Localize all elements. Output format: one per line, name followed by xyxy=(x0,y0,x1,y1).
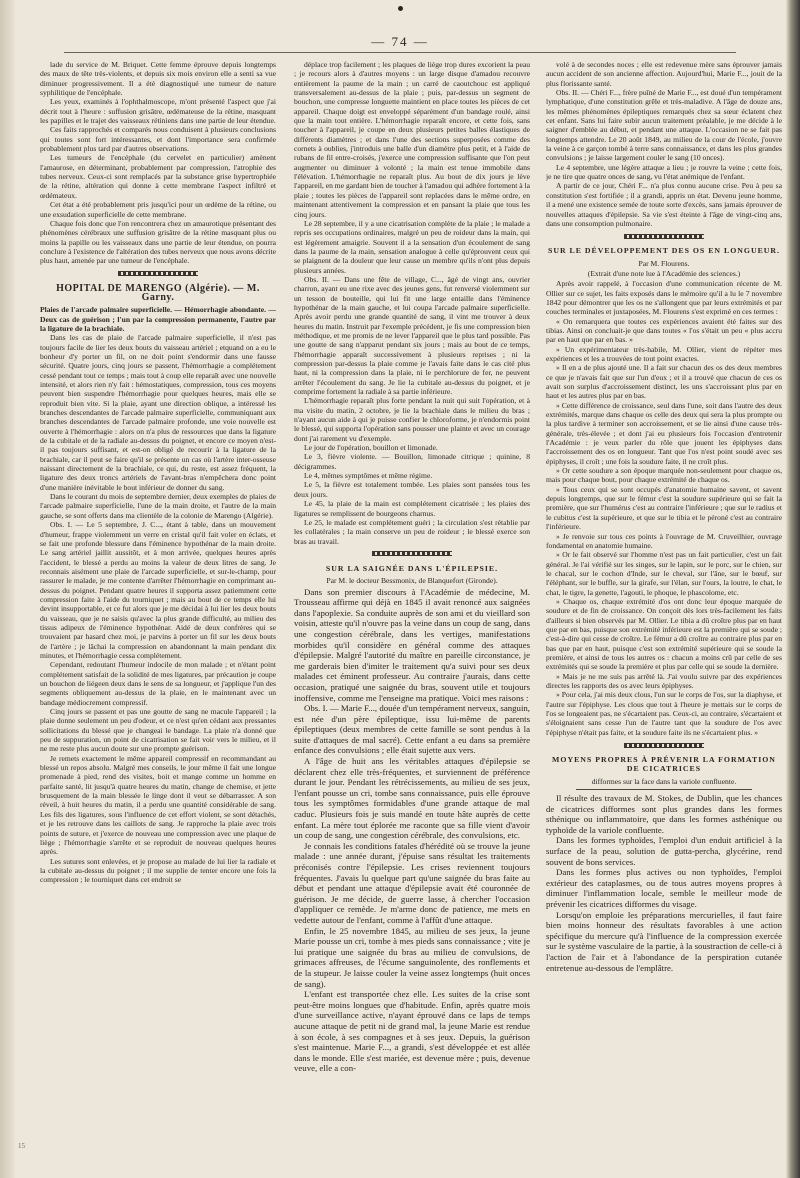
paragraph: Dans les cas de plaie de l'arcade palmaire superficielle, il n'est pas toujours facile de lier les deux bouts du vaisseau artériel ; etquand on a eu le bonheur d'y porter un fil, on ne doit point s'endormir dans une fausse sécurité. Quatre jours, cinq jours se passent, l'hémorrhagie a complétement cessé pendant tout ce temps ; mais tout à coup elle reparaît avec une nouvelle intensité, et alors rien n'y fait : hémostatiques, compression, tous ces moyens peuvent bien suspendre l'hémorrhagie pour quelques heures, mais elle se reproduit bien vite. Si la plaie, ayant une direction oblique, a intéressé les branches descendantes de l'arcade palmaire superficielle, communiquant aux branches descendantes de l'arcade palmaire profonde, une voie nouvelle est ouverte à l'hémorrhagie : alors on n'a plus de ressources que dans la ligature de la cubitale et de la radiale au-dessus du poignet, et encore ce moyen n'est-il pas toujours suffisant, et est-on obligé de recourir à la ligature de la brachiale, car il peut se faire qu'il se présente un cas où l'artère inter-osseuse naissant directement de la brachiale, ce qui, du reste, est assez fréquent, la ligature des deux troncs artériels de l'avant-bras n'empêchera donc point d'une manière inévitable le bout inférieur de donner du sang. xyxy=(40,333,276,492)
paragraph: Le 3, fièvre violente. — Bouillon, limonade citrique ; quinine, 8 décigrammes. xyxy=(294,452,530,471)
paragraph: Cet état a été probablement pris jusqu'ici pour un œdème de la rétine, ou une exsudation superficielle de cette membrane. xyxy=(40,200,276,219)
paragraph: Le 4 septembre, une légère attaque a lieu ; je rouvre la veine ; cette fois, je ne tire que quatre onces de sang, vu l'état anémique de l'enfant. xyxy=(546,162,782,182)
thin-rule xyxy=(576,789,752,790)
paragraph: Ces faits rapprochés et comparés nous conduisent à plusieurs conclusions qui toutes sont fort intéressantes, et dont l'importance sera confirmée probablement plus tard par d'autres observations. xyxy=(40,125,276,154)
column-3 xyxy=(546,60,782,1170)
paragraph: » Pour cela, j'ai mis deux clous, l'un sur le corps de l'os, sur la diaphyse, et l'autre sur l'épiphyse. Les clous que tout à l'heure je mettais sur le corps de l'os se longeaient pas, ne s'écartaient pas. Ceux-ci, au contraire, s'écartaient et s'éloignaient sans cesse l'un de l'autre tant que la soudure de l'os avec l'épiphyse n'était pas faite, et la soudure faite ils ne s'écartaient plus. » xyxy=(546,690,782,737)
page-edge-left xyxy=(0,0,14,1178)
margin-mark: 15 xyxy=(18,1142,25,1150)
ornament-divider xyxy=(546,741,782,749)
paragraph: » Mais je ne me suis pas arrêté là. J'ai voulu suivre par des expériences directes les rapports des os avec leurs épiphyses. xyxy=(546,671,782,690)
paragraph: lade du service de M. Briquet. Cette femme éprouve depuis longtemps des maux de tête très-violents, et depuis six mois environ elle a senti sa vue diminuer progressivement. Il a été diagnostiqué une tumeur de nature syphilitique de l'encéphale. xyxy=(40,60,276,98)
paragraph: L'hémorrhagie reparaît plus forte pendant la nuit qui suit l'opération, et à ma visite du matin, 2 octobre, je lie la brachiale dans le milieu du bras ; n'ayant aucun aide à qui je puisse confier le chloroforme, je n'endormis point le blessé, qui supporta l'opération sans pousser une plainte et avec un courage dont j'ai rarement vu d'exemple. xyxy=(294,396,530,443)
hospital-lead: Plaies de l'arcade palmaire superficielle. — Hémorrhagie abondante. — Deux cas de guérison ; l'un par la compression permanente, l'autre par la ligature de la brachiale. xyxy=(40,305,276,333)
cicatrices-title: MOYENS PROPRES À PRÉVENIR LA FORMATION DE CICATRICES xyxy=(552,755,776,774)
paragraph: Les sutures sont enlevées, et je propose au malade de lui lier la radiale et la cubitale au-dessus du poignet ; il me supplie de tenter encore une fois la compression ; le tourniquet dans cet endroit se xyxy=(40,856,276,885)
paragraph: A l'âge de huit ans les véritables attaques d'épilepsie se déclarent chez elle très-fréquentes, et surviennent de préférence durant le jour. Pendant les rétrécissements, au milieu de ses jeux, l'enfant pousse un cri, tombe sans connaissance, puis elle éprouve tous les symptômes formidables d'une grande attaque de mal caduc. Plusieurs fois je suis mandé en toute hâte auprès de cette enfant. La mère tout éplorée me raconte que sa fille vient d'avoir un coup de sang, une congestion cérébrale, des convulsions, etc. xyxy=(294,756,530,841)
ornament-divider xyxy=(546,232,782,240)
header-rule xyxy=(64,52,736,53)
paragraph: » Cette différence de croissance, seul dans l'une, soit dans l'autre des deux extrémités, marque dans chaque os celle des deux qui sera la plus prompte ou la plus tardive à terminer son accroissement, et se lie ainsi d'une cause très-générale, très-élevée ; et dont j'ai eu plusieurs fois l'occasion d'entretenir l'Académie : je veux parler du rôle que jouent les épiphyses dans l'accroissement des os en longueur. Tant que l'os n'est point soudé avec ses épiphyses, il croît ; une fois la soudure faite, il ne croît plus. xyxy=(546,400,782,466)
ornament-divider xyxy=(294,550,530,558)
ink-dot xyxy=(398,6,403,11)
paragraph: Les tumeurs de l'encéphale (du cervelet en particulier) amènent l'amaurose, en déterminant, probablement par compression, l'atrophie des tubes nerveux. Ceux-ci sont remplacés par la substance grise hypertrophiée de la rétine, altération qui donne à cette membrane l'aspect infiltré et œdémateux. xyxy=(40,153,276,200)
hospital-title: HOPITAL DE MARENGO (Algérie). — M. Garny. xyxy=(56,282,260,303)
paragraph: Cinq jours se passent et pas une goutte de sang ne macule l'appareil ; la plaie donne seulement un peu d'odeur, et ce n'est qu'en cédant aux pressantes sollicitations du blessé que je changeai le bandage. La plaie n'a donné que peu de suppuration, un point de cicatrisation se fait voir vers le milieu, et il ne me reste plus aucun doute sur une prompte guérison. xyxy=(40,707,276,754)
saignee-title: SUR LA SAIGNÉE DANS L'ÉPILEPSIE. xyxy=(325,563,499,573)
paragraph: Cependant, redoutant l'humeur indocile de mon malade ; et n'étant point complétement satisfait de la solidité de mes ligatures, par précaution je coupe un bouchon de liégeen deux dans le sens de sa longueur, et j'applique l'un des segments obliquement au-dessus de la plaie, en le maintenant avec un bandage médiocrement compressif. xyxy=(40,660,276,707)
paragraph: Le 4, mêmes symptômes et même régime. xyxy=(304,471,433,481)
paragraph: Chaque fois donc que l'on rencontrera chez un amaurotique présentant des phénomènes cérébraux une suffusion grisâtre de la rétine masquant plus ou moins la papille ou les vaisseaux dans une partie de leur étendue, on pourra conclure à l'existence de l'altération des tubes nerveux que nous avons décrite plus haut, amenée par une tumeur de l'encéphale. xyxy=(40,218,276,266)
cicatrices-subtitle: difformes sur la face dans la variole confluente. xyxy=(591,776,737,786)
paragraph: » Or cette soudure a son époque marquée non-seulement pour chaque os, mais pour chaque bout, pour chaque extrémité de chaque os. xyxy=(546,466,782,485)
paragraph: Obs. II. — Chéri F..., frère puîné de Marie F..., est doué d'un tempérament lymphatique, d'une constitution grêle et très-maladive. A l'âge de douze ans, les mêmes phénomènes épileptiques remarqués chez sa sœur éclatent chez cet enfant. Sans lui faire subir aucun traitement préalable, je me décide à le saigner d'emblée au début, et pendant une attaque. L'occasion ne se fait pas longtemps attendre. Le 20 août 1849, au milieu de la cour de l'école, j'ouvre la veine à ce garçon tombé à terre sans connaissance, et dans les plus grandes convulsions ; je laisse largement couler le sang (10 onces). xyxy=(546,88,782,163)
paragraph: Obs. I. — Marie F..., douée d'un tempérament nerveux, sanguin, est née d'un père épileptique, issu lui-même de parents épileptiques (deux membres de cette famille se sont pendus à la suite d'attaques de mal sacré). Cette enfant a eu dans sa première enfance des convulsions ; elle était sujette aux vers. xyxy=(294,703,530,756)
column-2 xyxy=(294,60,530,1170)
development-author: Par M. Flourens. xyxy=(638,258,690,268)
paragraph: Obs. I. — Le 5 septembre, J. C..., étant à table, dans un mouvement d'humeur, frappe violemment un verre en cristal qu'il fait voler en éclats, et se fait une profonde blessure dans l'éminence hypothénar de la main droite. Le sang artériel jaillit aussitôt, et à mon arrivée, quelques heures après l'accident, le blessé a perdu au moins la valeur de deux litres de sang. Je reconnais aisément une plaie de l'arcade superficielle, et sur-le-champ, pour rassurer le malade, je me contente d'arrêter l'hémorrhagie en comprimant au-dessus du poignet. Pendant quatre heures il supporta assez patiemment cette compression faite à l'aide du tourniquet ; mais au bout de ce temps elle lui devint insupportable, et ce fut alors que je me décidai à lui lier les deux bouts du vaisseau, que je ne saisis qu'avec la plus grande difficulté, au milieu des tissus adipeux de l'éminence hypothénar. Aidé de deux confrères qui se trouvaient par hasard chez moi, je parvins à porter un fil sur les deux bouts de l'artère ; je lâchai la compression en abandonnant la main pendant dix minutes, et l'hémorrhagie cessa complétement. xyxy=(40,520,276,660)
paragraph: L'enfant est transportée chez elle. Les suites de la crise sont peut-être moins longues que d'habitude. Enfin, après quatre mois d'une surveillance active, n'ayant éprouvé dans ce laps de temps aucune attaque de petit ni de grand mal, la jeune Marie est rendue à son école, à ses compagnes et à ses jeux. Depuis, la guérison s'est maintenue. Marie F..., a grandi, s'est développée et est allée dans le monde. Elle s'est mariée, est devenue mère ; puis, devenue veuve, elle a con- xyxy=(294,989,530,1074)
paragraph: Le 45, la plaie de la main est complétement cicatrisée ; les plaies des ligatures se remplissent de bourgeons charnus. xyxy=(294,499,530,518)
paragraph: Obs. II. — Dans une fête de village, C..., âgé de vingt ans, ouvrier charron, ayant eu une rixe avec des jeunes gens, fut renversé violemment sur un tesson de bouteille, qui lui fit une large entaille dans l'éminence hypothénar de la main gauche, et lui coupa l'arcade palmaire superficielle. Après avoir perdu une grande quantité de sang, il vint me trouver à deux heures du matin. Instruit par l'exemple précédent, je fis une compression bien méthodique, et me promis de ne lever l'appareil que le plus tard possible. Pas une goutte de sang n'apparut pendant six jours ; mais au bout de ce temps, l'hémorrhagie apparaît successivement à plusieurs reprises ; ni la compression par-dessus la plaie comme je l'avais faite dans le cas cité plus haut, ni la compression dans la plaie, ni le perchlorure de fer, ne peuvent arrêter l'écoulement du sang. Je lie la cubitale au-dessus du poignet, et je comprime fortement la radiale à sa partie inférieure. xyxy=(294,274,530,397)
saignee-author: Par M. le docteur Bessmonix, de Blanquefort (Gironde). xyxy=(326,576,498,586)
page-number: — 74 — xyxy=(371,34,429,49)
paragraph: Le jour de l'opération, bouillon et limonade. xyxy=(304,443,438,453)
paragraph: Les yeux, examinés à l'ophthalmoscope, m'ont présenté l'aspect que j'ai décrit tout à l'heure : suffusion grisâtre, œdémateuse de la rétine, masquant les papilles et le trajet des vaisseaux rétiniens dans une partie de leur étendue. xyxy=(40,97,276,126)
paragraph: Je connais les conditions fatales d'hérédité où se trouve la jeune malade : une année durant, j'épuise sans résultat les traitements préconisés contre l'épilepsie. Les crises reviennent toujours fréquentes. J'avais lu quelque part qu'une saignée du bras faite au début et pendant une attaque d'épilepsie avait été couronnée de guérison. Je me décide, de guerre lasse, à chercher l'occasion d'appliquer ce remède. Je m'arme donc de patience, me mets en vedette autour de l'enfant, comme à l'affût d'une attaque. xyxy=(294,840,530,925)
paragraph: Enfin, le 25 novembre 1845, au milieu de ses jeux, la jeune Marie pousse un cri, tombe à mes pieds sans connaissance ; vite je lui pratique une saignée du bras au milieu de convulsions, de grimaces affreuses, de l'écume sanguinolente, des ronflements et de la stupeur. Je laisse couler la veine assez longtemps (huit onces de sang). xyxy=(294,925,530,989)
paragraph: Dans son premier discours à l'Académie de médecine, M. Trousseau affirme qui déjà en 1845 il avait renoncé aux saignées dans l'apoplexie. Sa conduite auprès de son ami et du vieillard son voisin, atteste qu'il n'ouvre pas la veine dans un coup de sang, dans une congestion cérébrale, dans les vertiges, manifestations morbides qu'il considère en général comme des attaques d'épilepsie. Malgré l'autorité du maître en pareille circonstance, je me garderais bien d'imiter le traitement qu'a suivi pour ses deux malades cet éminent professeur. Au contraire j'aurais, dans cette occasion, pratiqué une saignée du bras, souvent utile et toujours inoffensive, comme me l'enseigne ma pratique. Voici mes raisons : xyxy=(294,586,530,703)
paragraph: Dans le courant du mois de septembre dernier, deux exemples de plaies de l'arcade palmaire superficielle, l'une de la main droite, et l'autre de la main gauche, se sont offerts dans ma clientèle de la colonie de Marengo (Algérie). xyxy=(40,492,276,520)
paragraph: Dans les formes typhoïdes, l'emploi d'un enduit artificiel à la surface de la peau, solution de gutta-percha, glycérine, rend souvent de bons services. xyxy=(546,835,782,867)
page-header xyxy=(24,34,776,54)
paragraph: Après avoir rappelé, à l'occasion d'une communication récente de M. Ollier sur ce sujet, les faits exposés dans le mémoire qu'il a lu le 7 novembre 1842 pour démontrer que les os ne s'allongent que par leurs extrémités et par couches terminales et juxtaposées, M. Flourens s'est exprimé en ces termes : xyxy=(546,279,782,317)
paragraph: Il résulte des travaux de M. Stokes, de Dublin, que les chances de cicatrices difformes sont plus grandes dans les formes sthénique ou inflammatoire, que dans les formes asthénique ou typhoïde de la variole confluente. xyxy=(546,793,782,835)
paragraph: Lorsqu'on emploie les préparations mercurielles, il faut faire bien moins honneur des résultats favorables à une action spécifique du mercure qu'à l'influence de la compression exercée sur le système vasculaire de la partie, à la soustraction de celle-ci à l'action de l'air et à l'abondance de la perspiration cutanée entretenue au-dessous de l'emplâtre. xyxy=(546,909,782,973)
paragraph: A partir de ce jour, Chéri F... n'a plus connu aucune crise. Peu à peu sa constitution s'est fortifiée ; il a grandi, appris un état. Devenu jeune homme, il a mené une existence semée de toute sorte d'excès, sans jamais éprouver de nouvelles attaques d'épilepsie. Sa vie s'est éteinte à l'âge de vingt-cinq ans, dans une consomption pulmonaire. xyxy=(546,181,782,228)
page-edge-right xyxy=(786,0,800,1178)
paragraph: » Un expérimentateur très-habile, M. Ollier, vient de répéter mes expériences et les a trouvées de tout point exactes. xyxy=(546,344,782,363)
paragraph: Le 25, le malade est complétement guéri ; la circulation s'est rétablie par les collatérales ; la main conserve un peu de roideur ; le blessé exerce son bras au travail. xyxy=(294,517,530,546)
development-title: SUR LE DÉVELOPPEMENT DES OS EN LONGUEUR. xyxy=(548,246,780,256)
paragraph: » Je renvoie sur tous ces points à l'ouvrage de M. Cruveilhier, ouvrage fondamental en anatomie humaine. xyxy=(546,531,782,550)
paragraph: » Tous ceux qui se sont occupés d'anatomie humaine savent, et savent depuis longtemps, que sur le fémur c'est la soudure supérieure qui se fait la première, que sur l'humérus c'est au contraire l'inférieure ; que sur le radius et le cubitus c'est la supérieure, et que sur le tibia et le péroné c'est au contraire l'inférieure. xyxy=(546,484,782,532)
paragraph: Dans les formes plus actives ou non typhoïdes, l'emploi extérieur des cataplasmes, ou de tous autres moyens propres à diminuer l'inflammation locale, semble le meilleur mode de prévenir les cicatrices difformes du visage. xyxy=(546,867,782,910)
development-note: (Extrait d'une note lue à l'Académie des sciences.) xyxy=(587,268,741,278)
paragraph: » Il en a de plus ajouté une. Il a fait sur chacun des os des deux membres ce que je n'avais fait que sur l'un d'eux ; et il a trouvé que chacun de ces os avait son surplus d'accroissement distinct, les uns s'accroissant plus par en haut et les autres plus par en bas. xyxy=(546,363,782,401)
ornament-divider xyxy=(40,270,276,278)
paragraph: Je remets exactement le même appareil compressif en recommandant au blessé un repos absolu. Malgré mes conseils, le jour même il fait une longue promenade à pied, rend des visites, boit et mange comme un homme en parfaite santé, lit jusqu'à quatre heures du matin, change de chemise, et jette brusquement de la main blessée le linge dont il veut se débarrasser. A son réveil, à huit heures du matin, il a perdu une quantité considérable de sang. Les fils des ligatures, sous l'influence de cet effort violent, se sont détachés, et je les retrouve dans les caillots de sang. Je rapproche la plaie avec trois points de suture, et j'exerce de nouveau une compression avec une plaque de liège ; l'hémorrhagie s'arrête et se reproduit de nouveau quelques heures après. xyxy=(40,753,276,857)
column-1 xyxy=(40,60,276,1170)
columns xyxy=(40,60,786,1170)
paragraph: volé à de secondes noces ; elle est redevenue mère sans éprouver jamais aucun accident de son ancienne affection. Aujourd'hui, Marie F..., jouit de la plus florissante santé. xyxy=(546,60,782,88)
journal-page xyxy=(14,0,786,1178)
paragraph: Le 28 septembre, il y a une cicatrisation complète de la plaie ; le malade a repris ses occupations ordinaires, malgré un peu de roideur dans la main, qui est légèrement amaigrie. Souvent il a la sensation d'un écoulement de sang dans la paume de la main, sensation analogue à celle qu'éprouvent ceux qui se plaignent de la douleur que leur cause un membre qu'ils n'ont plus depuis plusieurs années. xyxy=(294,218,530,275)
paragraph: « On remarquera que toutes ces expériences avaient été faites sur des tibias. Ainsi on concluait-je que dans toutes « l'os s'était un peu « plus accru par en haut que par en bas. » xyxy=(546,316,782,345)
paragraph: » Or le fait observé sur l'homme n'est pas un fait particulier, c'est un fait général. Je l'ai vérifié sur les singes, sur le lapin, sur le porc, sur le chien, sur le chacal, sur le cochon d'Inde, sur le cheval, sur l'âne, sur le bœuf, sur l'éléphant, sur le buffle, sur la girafe, sur l'élan, sur l'ours, la loutre, le chat, le chat, le tigre, la genette, l'agouti, le phoque, le phascolome, etc. xyxy=(546,550,782,597)
paragraph: » Chaque os, chaque extrémité d'os ont donc leur époque marquée de soudure et de fin de croissance. On conçoit dès lors très-facilement les faits d'ailleurs si bien observés par M. Ollier. Le tibia a dû croître plus par en haut que par en bas, puisque son extrémité inférieure est la première qui se soude ; c'est-à-dire qui cesse de croître. Le fémur a dû croître au contraire plus par en bas que par en haut, puisque c'est son extrémité supérieure qui se soude la première, et ainsi de tous les autres os : chacun a moins crû par celle de ses extrémités qui se soude la première et plus par celle qui se soude la dernière. xyxy=(546,596,782,672)
paragraph: Le 5, la fièvre est totalement tombée. Les plaies sont pansées tous les deux jours. xyxy=(294,480,530,499)
paragraph: déplace trop facilement ; les plaques de liège trop dures excorient la peau ; je recours alors à d'autres moyens : un large disque d'amadou recouvre entièrement la paume de la main ; un carré de caoutchouc est appliqué transversalement au-dessus de la plaie ; puis, par-dessus un segment de bouchon, une compresse longuette maintient en place toutes les pièces de cet appareil. Chaque doigt est enveloppé séparément d'un bandage roulé, ainsi que la main tout entière. L'hémorrhagie reparaît encore, et cette fois, sans toucher à l'appareil, je coupe en deux plusieurs petites balles élastiques de différents diamètres ; et dans l'une des sections superposées comme des cornets à oublies, j'introduis une balle d'un diamètre plus petit, et à l'aide de rubans de fil entre-croisés, j'exerce une compression suffisante que l'on peut augmenter ou diminuer à volonté ; la main est tenue immobile dans l'élévation. L'hémorrhagie ne reparaît plus. Au bout de dix jours je lève l'appareil, en me gardant bien de toucher à l'amadou qui adhère fortement à la plaie ; toutes les pièces de l'appareil sont replacées dans le même ordre, en maintenant attentivement la compression et en pansant la plaie que tous les cinq jours. xyxy=(294,60,530,219)
